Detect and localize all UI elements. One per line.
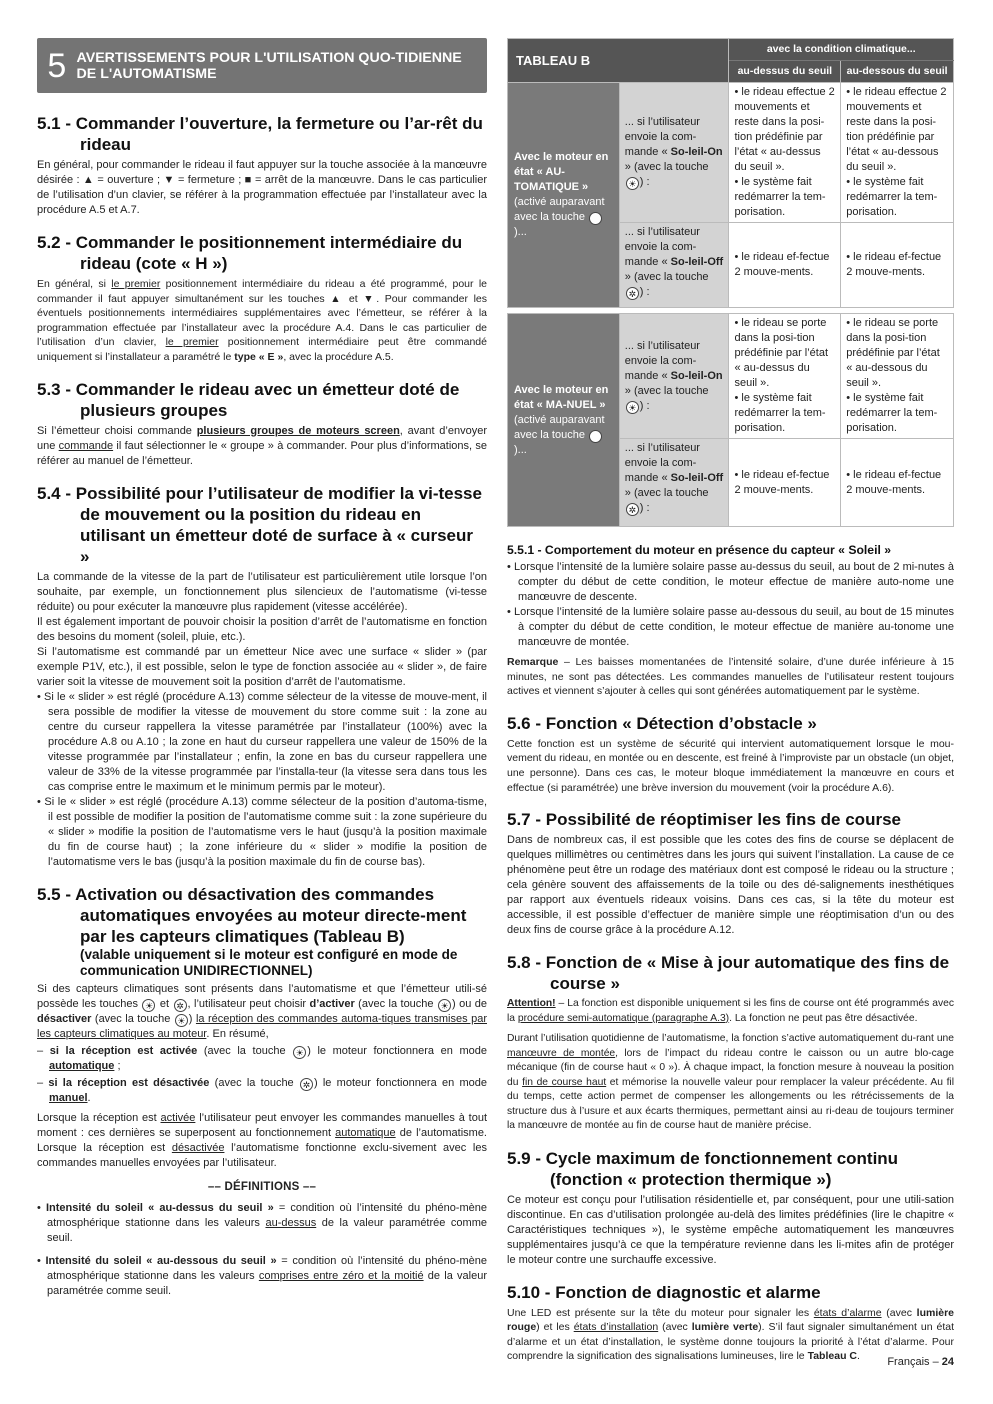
section-5-8-text: Durant l’utilisation quotidienne de l’automatisme, la fonction s’active automatiquement du-rant une manœuvre de montée, lors de l’impact du rideau contre le caisson ou un autre blo-cage mécanique (fin de course haut « 0 »). À chaque impact, la fonction mesure à nouveau la position du fin de course haut et mémorise la nouvelle valeur pour remplacer la valeur précédente. Au fil du temps, cette action permet de compenser les allongements ou les rétrécissements de la structure dus à l’usure et aux écarts thermiques, permettant ainsi au ri-deau de toujours terminer la manœuvre de montée au fin de course haut de manière précise.	[507, 1033, 955, 1132]
section-5-9-title: 5.9 - Cycle maximum de fonctionnement continu (fonction « protection thermique »)	[507, 1148, 899, 1189]
section-5-10-title: 5.10 - Fonction de diagnostic et alarme	[507, 1282, 821, 1302]
sun-off-icon: ✲	[626, 287, 639, 300]
page-footer	[887, 1356, 954, 1368]
section-5-3-title: 5.3 - Commander le rideau avec un émetteur doté de plusieurs groupes	[37, 379, 460, 420]
sun-on-icon: ☀	[142, 999, 155, 1012]
table-cell: • le rideau effectue 2 mouvements et reste dans la posi-tion prédéfinie par l’état « au-dessus du seuil ». • le système fait redémarrer la tem-porisation.	[729, 83, 841, 223]
table-b	[507, 38, 954, 527]
table-cell: • le rideau ef-fectue 2 mouve-ments.	[729, 223, 841, 308]
table-cell: • le rideau ef-fectue 2 mouve-ments.	[729, 439, 841, 527]
definitions-heading: –– DÉFINITIONS ––	[207, 1180, 317, 1193]
footer-language: Français –	[887, 1356, 942, 1368]
section-5-6-text: Cette fonction est un système de sécurité qui intervient automatiquement lorsque le mou-vement du rideau, en montée ou en descente, est freiné à l’improviste par un obstacle (un objet, une personne). Dans ces cas, le moteur bloque immédiatement la manœuvre en cours et effectue (si paramétrée) une brève inversion du mouvement (voir la procédure A.6).	[507, 737, 954, 794]
section-5-5-1-title: 5.5.1 - Comportement du moteur en présence du capteur « Soleil »	[507, 543, 892, 557]
section-5-5-text-1: Si des capteurs climatiques sont présents dans l’automatisme et que l’émetteur utili-sé possède les touches ☀ et ✲ , l’utilisateur peut choisir d’activer (avec la touche ☀ ) ou de désactiver (avec la touche ☀ ) la réception des commandes automa-tiques transmises par les capteurs climatiques au moteur. En résumé,	[37, 982, 487, 1040]
section-5-5-1-list	[507, 560, 954, 650]
sun-on-icon: ☀	[626, 401, 639, 414]
chapter-title: AVERTISSEMENTS POUR L'UTILISATION QUO-TIDIENNE DE L'AUTOMATISME	[76, 49, 462, 82]
sun-off-icon: ✲	[300, 1078, 313, 1091]
section-5-5-title: 5.5 - Activation ou désactivation des commandes automatiques envoyées au moteur directe-ment par les capteurs climatiques (Tableau B) (valable uniquement si le moteur est configuré en mode de communication UNIDIRECTIONNEL)	[37, 884, 487, 979]
section-5-1-title: 5.1 - Commander l’ouverture, la fermeture ou l’ar-rêt du rideau	[37, 114, 483, 154]
list-item: • Lorsque l’intensité de la lumière solaire passe au-dessous du seuil, au bout de 15 minutes à compter du début de cette condition, le moteur effectue de manière au-tonome une manœuvre de montée.	[507, 606, 954, 648]
section-5-7-text: Dans de nombreux cas, il est possible que les cotes des fins de course se déplacent de quelques millimètres ou centimètres dans les jours qui suivent l’installation. La cause de ce phénomène peut être un rodage des matériaux dont est composé le rideau ou la structure ; cela génère souvent des affaissements de la toile ou des dé-salignements inesthétiques par rapport aux éventuels rideaux voisins. Dans ces cas, si la tête du moteur est accessible, il est possible d’effectuer de manière simple une réoptimisation d’un ou des deux fins de course grâce à la procédure A.12.	[507, 834, 954, 937]
section-5-4-title: 5.4 - Possibilité pour l’utilisateur de modifier la vi-tesse de mouvement ou la position du rideau en utilisant un émetteur doté de surface à « curseur »	[37, 483, 482, 566]
section-5-5-1-remark: Remarque – Les baisses momentanées de l’intensité solaire, d’une durée inférieure à 15 minutes, ne sont pas détectées. Les commandes manuelles de l’utilisateur restent toujours actives et viennent s’ajouter à celles qui sont générées automatiquement par le système.	[507, 656, 954, 698]
section-5-9-text: Ce moteur est conçu pour l’utilisation résidentielle et, par conséquent, pour une utili-sation discontinue. En cas d’utilisation prolongée au-delà des limites prédéfinies (lire le chapitre « Caractéristiques techniques »), le système empêche automatiquement les manœuvres supplémentaires jusqu’à ce que la température revienne dans les li-mites afin de protéger le moteur contre une surchauffe excessive.	[507, 1193, 954, 1266]
right-column	[507, 38, 954, 1364]
section-5-4-text-3: Si l’automatisme est commandé par un émetteur Nice avec une surface « slider » (par exemple P1V, etc.), il est possible, selon le type de fonction associée au « slider », de faire varier soit la vitesse de mouvement soit la position d’arrêt de l’automatisme.	[37, 645, 487, 688]
section-5-5-subtitle: (valable uniquement si le moteur est configuré en mode de communication UNIDIRECTIONNEL)	[80, 946, 458, 978]
list-item: – si la réception est désactivée (avec la touche ✲ ) le moteur fonctionnera en mode manuel.	[37, 1076, 487, 1104]
chapter-banner	[37, 38, 487, 93]
section-5-2-title: 5.2 - Commander le positionnement intermédiaire du rideau (cote « H »)	[37, 233, 463, 273]
sun-on-icon: ☀	[626, 177, 639, 190]
list-item: • Si le « slider » est réglé (procédure A.13) comme sélecteur de la position d’automa-tisme, il est possible de modifier la position de l’automatisme comme suit : la zone supérieure du « slider » modifie la position de l’automatisme vers le haut (jusqu’à la position maximale du fin de course haut) ; la zone inférieure du « slider » modifie la position de l’automatisme vers le bas (jusqu’à la position maximale du fin de course bas).	[37, 795, 487, 868]
row-head-automatic: Avec le moteur en état « AU-TOMATIQUE » (activé auparavant avec la touche ☀)...	[508, 83, 620, 308]
section-5-6-title: 5.6 - Fonction « Détection d’obstacle »	[507, 713, 817, 733]
sun-off-icon: ✲	[174, 999, 187, 1012]
table-cell: • le rideau se porte dans la posi-tion prédéfinie par l’état « au-dessus du seuil ». • le système fait redémarrer la tem-porisation.	[729, 314, 841, 439]
chapter-number: 5	[47, 46, 67, 85]
list-item: • Si le « slider » est réglé (procédure A.13) comme sélecteur de la vitesse de mouve-ment, il sera possible de modifier la vitesse de mouvement du store comme suit : la zone au centre du curseur rappellera la vitesse paramétrée par l’installateur (100%) avec la procédure A.8 ou A.10 ; la zone en haut du curseur rappellera une valeur de 150% de la vitesse programmée par l’installateur ; enfin, la zone en bas du curseur rappellera une valeur de 33% de la vitesse programmée par l’installa-teur (la vitesse sera dans tous les cas comprise entre le maximum et le minimum permis par le moteur).	[37, 690, 487, 793]
section-5-7-title: 5.7 - Possibilité de réoptimiser les fins de course	[507, 810, 901, 830]
table-title: TABLEAU B	[508, 39, 729, 83]
list-item: • Intensité du soleil « au-dessous du seuil » = condition où l’intensité du phéno-mène atmosphérique stationne dans les valeurs comprises entre zéro et la moitié de la valeur paramétrée comme seuil.	[37, 1254, 487, 1297]
condition-soleil-off: ... si l’utilisateur envoie la com-mande « So-leil-Off » (avec la touche ✲ ) :	[619, 223, 729, 308]
table-col-above: au-dessus du seuil	[729, 61, 841, 83]
section-5-4-list	[37, 690, 487, 870]
section-5-4-text-1: La commande de la vitesse de la part de l’utilisateur est particulièrement utile lorsque l’on souhaite, par exemple, un fonctionnement plus silencieux de l’automatisme (vi-tesse réduite) ou pour exécuter la manœuvre plus rapidement (vitesse accélérée).	[37, 570, 487, 613]
table-cell: • le rideau ef-fectue 2 mouve-ments.	[841, 223, 954, 308]
sun-on-icon: ☀	[175, 1014, 188, 1027]
section-5-8-attention: Attention! – La fonction est disponible uniquement si les fins de course ont été programmés avec la procédure semi-automatique (paragraphe A.3). La fonction ne peut pas être désactivée.	[507, 998, 954, 1024]
page-number: 24	[941, 1356, 954, 1368]
list-item: • Lorsque l’intensité de la lumière solaire passe au-dessus du seuil, au bout de 2 mi-nutes à compter du début de cette condition, le moteur effectue de manière auto-nome une manœuvre de descente.	[507, 561, 954, 603]
definitions-list	[37, 1201, 487, 1299]
section-5-4-text-2: Il est également important de pouvoir choisir la position d’arrêt de l’automatisme en fonction des besoins du moment (soleil, pluie, etc.).	[37, 615, 487, 643]
list-item: – si la réception est activée (avec la touche ☀ ) le moteur fonctionnera en mode automatique ;	[37, 1044, 487, 1072]
row-head-manual: Avec le moteur en état « MA-NUEL » (activé auparavant avec la touche ✲)...	[508, 314, 620, 527]
condition-soleil-off: ... si l’utilisateur envoie la com-mande « So-leil-Off » (avec la touche ✲ ) :	[619, 439, 729, 527]
section-5-10-text: Une LED est présente sur la tête du moteur pour signaler les états d’alarme (avec lumière rouge) et les états d’installation (avec lumière verte). S’il faut signaler simultanément un état d’alarme et un état d’installation, le système donne toujours la priorité à l’état d’alarme. Pour comprendre la signification des signalisations lumineuses, lire le Tableau C.	[507, 1306, 955, 1363]
section-5-2-text: En général, si le premier positionnement intermédiaire du rideau a été programmé, pour le commander il faut appuyer simultanément sur les touches ▲ et ▼. Pour commander les éventuels positionnements intermédiaires supplémentaires avec l’émetteur, se référer à la programmation effectuée par l’installateur avec la procédure A.4. Dans le cas particulier de l’utilisation d’un clavier, le premier positionnement intermédiaire peut être commandé uniquement si l’installateur a paramétré le type « E », avec la procédure A.5.	[37, 278, 487, 363]
table-cell: • le rideau ef-fectue 2 mouve-ments.	[841, 439, 954, 527]
condition-soleil-on: ... si l’utilisateur envoie la com-mande « So-leil-On » (avec la touche ☀ ) :	[619, 83, 729, 223]
condition-soleil-on: ... si l’utilisateur envoie la com-mande « So-leil-On » (avec la touche ☀ ) :	[619, 314, 729, 439]
section-5-5-dash-list	[37, 1044, 487, 1106]
sun-on-icon: ☀	[589, 212, 602, 225]
section-5-3-text: Si l’émetteur choisi commande plusieurs groupes de moteurs screen, avant d’envoyer une commande il faut sélectionner le « groupe » à commander. Pour plus d’informations, se référer au manuel de l’émetteur.	[37, 424, 487, 467]
list-item: • Intensité du soleil « au-dessus du seuil » = condition où l’intensité du phéno-mène atmosphérique stationne dans les valeurs au-dessus de la valeur paramétrée comme seuil.	[37, 1201, 487, 1244]
section-5-1-text: En général, pour commander le rideau il faut appuyer sur la touche associée à la manœuvre désirée : ▲ = ouverture ; ▼ = fermeture ; ■ = arrêt de la manœuvre. Dans le cas particulier de l’utilisation d’un clavier, se référer à la programmation effectuée par l’installateur avec la procédure A.5 et A.7.	[37, 159, 487, 216]
sun-off-icon: ✲	[626, 503, 639, 516]
left-column	[37, 38, 487, 1307]
section-5-8-title: 5.8 - Fonction de « Mise à jour automatique des fins de course »	[507, 953, 950, 994]
table-cell: • le rideau effectue 2 mouvements et reste dans la posi-tion prédéfinie par l’état « au-dessous du seuil ». • le système fait redémarrer la tem-porisation.	[841, 83, 954, 223]
sun-on-icon: ☀	[438, 999, 451, 1012]
table-cell: • le rideau se porte dans la posi-tion prédéfinie par l’état « au-dessous du seuil ». • le système fait redémarrer la tem-porisation.	[841, 314, 954, 439]
table-col-below: au-dessous du seuil	[841, 61, 954, 83]
section-5-5-text-2: Lorsque la réception est activée l’utilisateur peut envoyer les commandes manuelles à tout moment : ces dernières se superposent au fonctionnement automatique de l’automatisme. Lorsque la réception est désactivée l’automatisme fonctionne exclu-sivement avec les commandes manuelles envoyées par l’utilisateur.	[37, 1111, 487, 1169]
sun-off-icon: ✲	[589, 430, 602, 443]
sun-on-icon: ☀	[293, 1046, 306, 1059]
table-header: avec la condition climatique...	[729, 39, 954, 61]
